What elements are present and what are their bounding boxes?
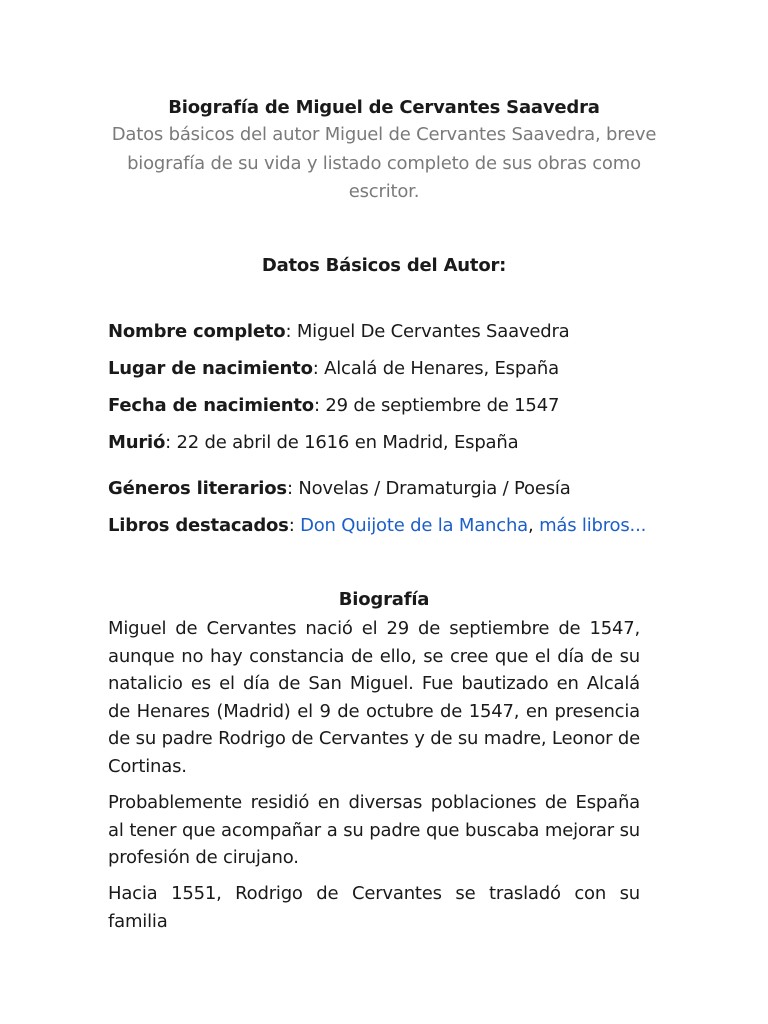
- fact-libros-destacados: [108, 512, 688, 540]
- bio-paragraph-1: Miguel de Cervantes nació el 29 de septiembre de 1547, aunque no hay constancia de ello, se cree que el día de su natalicio es el día de San Miguel. Fue bautizado en Alcalá de Henares (Madrid) el 9 de octubre de 1547, en presencia de su padre Rodrigo de Cervantes y de su madre, Leonor de Cortinas.: [108, 618, 640, 777]
- page-subtitle: Datos básicos del autor Miguel de Cervantes Saavedra, breve biografía de su vida y listado completo de sus obras como escritor.: [111, 124, 657, 202]
- fact-value: Novelas / Dramaturgia / Poesía: [298, 478, 571, 499]
- fact-generos-literarios: [108, 475, 688, 503]
- fact-label: Murió: [108, 432, 166, 453]
- section-heading-datos: Datos Básicos del Autor:: [261, 255, 507, 276]
- section-heading-biografia: Biografía: [338, 589, 430, 610]
- fact-value: 29 de septiembre de 1547: [325, 395, 560, 416]
- fact-label: Géneros literarios: [108, 478, 287, 499]
- fact-label: Nombre completo: [108, 321, 286, 342]
- link-mas-libros[interactable]: más libros...: [539, 515, 647, 536]
- fact-separator: :: [165, 432, 177, 453]
- fact-label: Lugar de nacimiento: [108, 358, 313, 379]
- bio-paragraph-3: Hacia 1551, Rodrigo de Cervantes se trasladó con su familia: [108, 883, 640, 932]
- fact-value: 22 de abril de 1616 en Madrid, España: [176, 432, 519, 453]
- fact-separator: :: [312, 358, 325, 379]
- link-don-quijote[interactable]: Don Quijote de la Mancha: [300, 515, 529, 536]
- fact-lugar-nacimiento: [108, 355, 688, 383]
- bio-paragraph-2: Probablemente residió en diversas poblaciones de España al tener que acompañar a su padre que buscaba mejorar su profesión de cirujano.: [108, 792, 640, 868]
- fact-fecha-nacimiento: [108, 392, 688, 420]
- fact-nombre-completo: [108, 318, 688, 346]
- fact-label: Libros destacados: [108, 515, 289, 536]
- fact-label: Fecha de nacimiento: [108, 395, 314, 416]
- fact-murio: [108, 429, 688, 457]
- fact-value: Miguel De Cervantes Saavedra: [296, 321, 570, 342]
- fact-value: Alcalá de Henares, España: [324, 358, 559, 379]
- fact-separator: :: [313, 395, 326, 416]
- fact-separator: :: [286, 478, 299, 499]
- link-separator: ,: [528, 515, 540, 536]
- fact-separator: :: [288, 515, 301, 536]
- page-title: Biografía de Miguel de Cervantes Saavedra: [168, 97, 600, 118]
- fact-separator: :: [285, 321, 297, 342]
